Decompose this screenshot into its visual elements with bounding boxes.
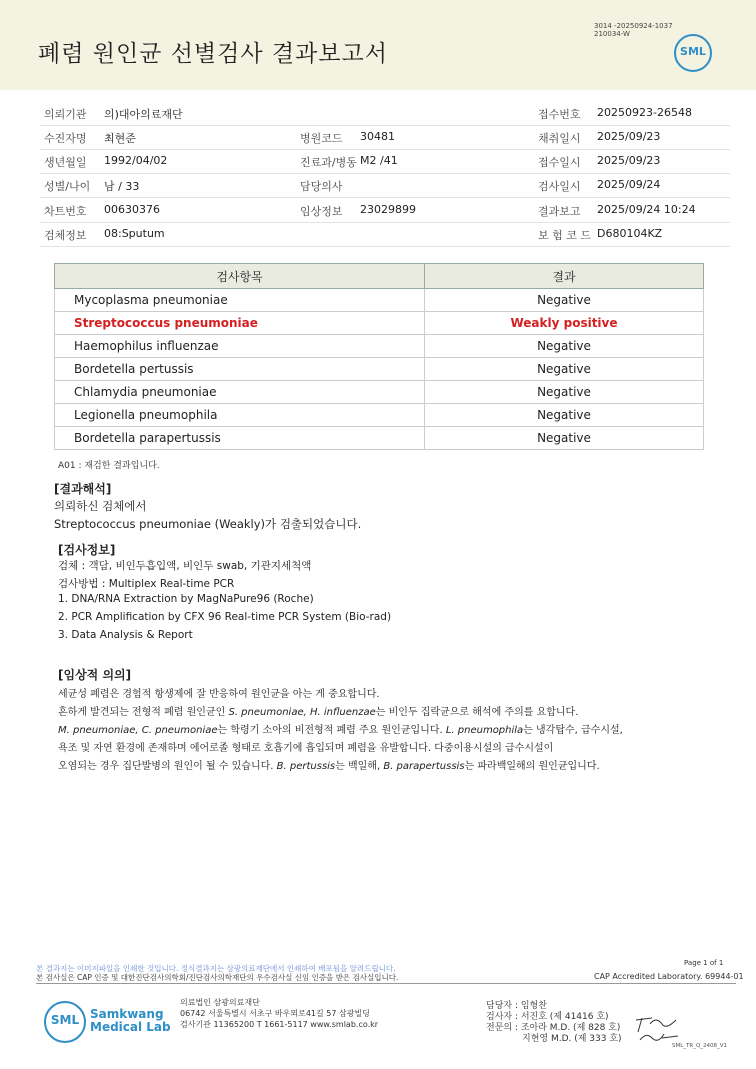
test-info-line: 3. Data Analysis & Report	[58, 629, 193, 641]
organism-name: Bordetella parapertussis	[55, 427, 425, 450]
info-value: 남 / 33	[104, 180, 140, 193]
info-label: 결과보고	[538, 205, 581, 218]
print-warning: 본 결과지는 이미지파일을 인쇄한 것입니다. 정식결과지는 삼광의료재단에서 인쇄하여 배포됨을 알려드립니다.	[36, 964, 396, 973]
info-row	[40, 198, 730, 223]
info-label: 진료과/병동	[300, 156, 357, 169]
certification-note: 본 검사실은 CAP 인증 및 대한진단검사의학회/진단검사의학재단의 우수검사실 신임 인증을 받은 검사실입니다.	[36, 973, 399, 982]
info-row	[40, 101, 730, 126]
footer-divider	[36, 983, 736, 984]
info-label: 병원코드	[300, 132, 343, 145]
footer-staff	[486, 1001, 622, 1045]
result-row	[55, 289, 704, 312]
results-header-row	[55, 264, 704, 289]
footer-org-name	[90, 1008, 171, 1034]
organism-name: Chlamydia pneumoniae	[55, 381, 425, 404]
info-label: 의뢰기관	[44, 108, 87, 121]
info-row	[40, 173, 730, 198]
address-line: 의료법인 삼광의료재단	[180, 998, 260, 1007]
info-value: 2025/09/24 10:24	[597, 203, 696, 216]
clinical-text: 는 냉각탑수, 급수시설,	[523, 725, 623, 736]
info-value: 2025/09/24	[597, 178, 661, 191]
result-value: Negative	[425, 335, 704, 358]
cap-accreditation: CAP Accredited Laboratory. 69944-01	[594, 972, 744, 981]
organism-name: Haemophilus influenzae	[55, 335, 425, 358]
clinical-text: 는 백일해,	[335, 761, 384, 772]
info-value: D680104KZ	[597, 227, 663, 240]
organism-name: Streptococcus pneumoniae	[55, 312, 425, 335]
result-row	[55, 335, 704, 358]
info-label: 검사일시	[538, 180, 581, 193]
info-value: 1992/04/02	[104, 154, 168, 167]
test-info-line: 2. PCR Amplification by CFX 96 Real-time PCR System (Bio-rad)	[58, 611, 392, 623]
interpretation-line2: Streptococcus pneumoniae (Weakly)가 검출되었습니다.	[54, 517, 362, 531]
interpretation-line1: 의뢰하신 검체에서	[54, 499, 147, 513]
info-value: 08:Sputum	[104, 227, 165, 240]
col-item-header: 검사항목	[55, 264, 425, 289]
retest-note: A01 : 재검한 결과입니다.	[58, 461, 160, 471]
test-info-line: 검체 : 객담, 비인두흡입액, 비인두 swab, 기관지세척액	[58, 560, 312, 572]
form-code: SML_TR_Q_2408_V1	[672, 1043, 728, 1049]
clinical-line5	[58, 757, 600, 772]
result-row	[55, 404, 704, 427]
clinical-line1: 세균성 폐렴은 경험적 항생제에 잘 반응하여 원인균을 아는 게 중요합니다.	[58, 689, 380, 700]
organism-italic: S. pneumoniae, H. influenzae	[228, 707, 376, 718]
info-value: 00630376	[104, 203, 160, 216]
clinical-text: 는 학령기 소아의 비전형적 폐렴 주요 원인균입니다.	[217, 725, 446, 736]
result-value: Negative	[425, 381, 704, 404]
document-id-line2: 210034-W	[594, 30, 630, 38]
info-label: 담당의사	[300, 180, 343, 193]
info-label: 임상정보	[300, 205, 343, 218]
result-value: Negative	[425, 289, 704, 312]
info-value: 23029899	[360, 203, 416, 216]
info-label: 수진자명	[44, 132, 87, 145]
interpretation-title: [결과해석]	[54, 482, 112, 496]
organism-italic: L. pneumophila	[445, 725, 524, 736]
clinical-text: 흔하게 발견되는 전형적 폐렴 원인균인	[58, 707, 229, 718]
staff-line: 전문의 : 조아라 M.D. (제 828 호)	[486, 1023, 621, 1033]
organism-italic: M. pneumoniae, C. pneumoniae	[58, 725, 218, 736]
info-row	[40, 222, 730, 247]
col-result-header: 결과	[425, 264, 704, 289]
document-id-line1: 3014 -20250924-1037	[594, 22, 673, 30]
organism-italic: B. pertussis	[276, 761, 336, 772]
info-row	[40, 125, 730, 150]
organism-name: Mycoplasma pneumoniae	[55, 289, 425, 312]
info-label: 검체정보	[44, 229, 87, 242]
footer-address	[180, 997, 378, 1030]
clinical-line2	[58, 703, 578, 718]
document-id	[594, 22, 673, 38]
result-value: Weakly positive	[425, 312, 704, 335]
clinical-line3	[58, 721, 623, 736]
info-label: 접수일시	[538, 156, 581, 169]
page-number: Page 1 of 1	[684, 959, 724, 967]
info-value: 2025/09/23	[597, 154, 661, 167]
results-table	[54, 263, 704, 450]
test-info-title: [검사정보]	[58, 543, 116, 557]
staff-line: 검사자 : 서진호 (제 41416 호)	[486, 1012, 609, 1022]
info-label: 채취일시	[538, 132, 581, 145]
signature-icon	[632, 1010, 682, 1044]
info-label: 접수번호	[538, 108, 581, 121]
clinical-text: 오염되는 경우 집단발병의 원인이 될 수 있습니다.	[58, 761, 277, 772]
result-row	[55, 381, 704, 404]
staff-line: 담당자 : 임형찬	[486, 1001, 547, 1011]
footer-logo-text: SML	[50, 1013, 80, 1027]
info-row	[40, 149, 730, 174]
clinical-line4: 욕조 및 자연 환경에 존재하며 에어로졸 형태로 호흡기에 흡입되며 폐렴을 유발합니다. 다중이용시설의 급수시설이	[58, 743, 554, 754]
clinical-text: 는 비인두 집락균으로 해석에 주의를 요합니다.	[375, 707, 579, 718]
organism-name: Bordetella pertussis	[55, 358, 425, 381]
sml-logo-text: SML	[680, 45, 706, 58]
organism-name: Legionella pneumophila	[55, 404, 425, 427]
result-row	[55, 312, 704, 335]
info-value: M2 /41	[360, 154, 398, 167]
info-label: 성별/나이	[44, 180, 91, 193]
organism-italic: B. parapertussis	[383, 761, 465, 772]
info-value: 의)대아의료재단	[104, 108, 183, 121]
info-label: 보 험 코 드	[538, 229, 591, 242]
org-name-line1: Samkwang	[90, 1007, 164, 1021]
info-label: 차트번호	[44, 205, 87, 218]
info-value: 2025/09/23	[597, 130, 661, 143]
staff-line: 지현영 M.D. (제 333 호)	[522, 1034, 622, 1044]
clinical-text: 는 파라백일해의 원인균입니다.	[464, 761, 600, 772]
report-title: 폐렴 원인균 선별검사 결과보고서	[38, 41, 388, 67]
info-label: 생년월일	[44, 156, 87, 169]
result-row	[55, 358, 704, 381]
info-value: 최현준	[104, 132, 136, 145]
clinical-title: [임상적 의의]	[58, 668, 132, 682]
test-info-line: 검사방법 : Multiplex Real-time PCR	[58, 578, 235, 590]
result-value: Negative	[425, 404, 704, 427]
result-row	[55, 427, 704, 450]
address-line: 검사기관 11365200 T 1661-5117 www.smlab.co.kr	[180, 1020, 379, 1029]
result-value: Negative	[425, 427, 704, 450]
test-info-line: 1. DNA/RNA Extraction by MagNaPure96 (Roche)	[58, 593, 314, 605]
org-name-line2: Medical Lab	[90, 1020, 171, 1034]
result-value: Negative	[425, 358, 704, 381]
info-value: 20250923-26548	[597, 106, 692, 119]
info-value: 30481	[360, 130, 395, 143]
address-line: 06742 서울특별시 서초구 바우뫼로41길 57 삼광빌딩	[180, 1009, 370, 1018]
